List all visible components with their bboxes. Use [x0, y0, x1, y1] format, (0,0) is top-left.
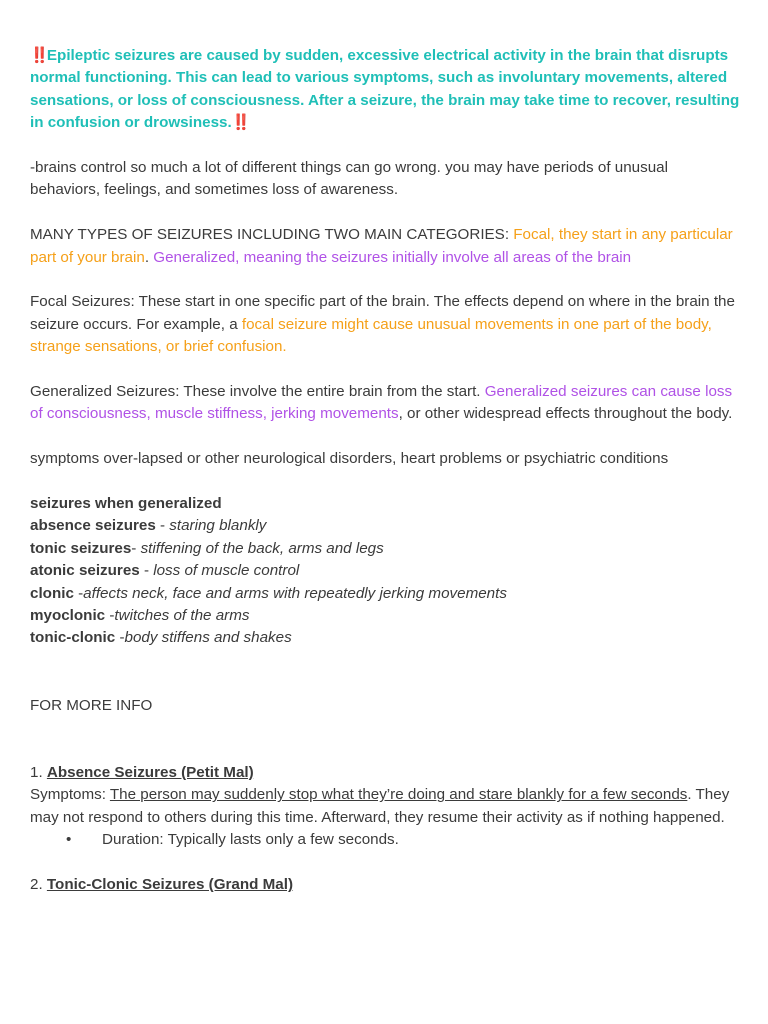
seizure-description: stiffening of the back, arms and legs	[140, 539, 384, 557]
item-number: 2.	[30, 875, 47, 893]
types-lead-text: MANY TYPES OF SEIZURES INCLUDING TWO MAIN CATEGORIES:	[30, 226, 514, 244]
generalized-lead-text: Generalized Seizures: These involve the entire brain from the start.	[30, 383, 485, 401]
symptoms-rest-text: . They may not respond to others during this time. Afterward, they resume their activity as if nothing happened.	[30, 786, 730, 826]
list-item	[30, 515, 742, 537]
generalized-highlight: Generalized, meaning the seizures initially involve all areas of the brain	[153, 248, 632, 266]
focal-seizures-paragraph	[30, 291, 742, 358]
seizure-description: body stiffens and shakes	[124, 629, 292, 647]
seizure-separator: -	[105, 607, 115, 625]
seizure-separator: -	[155, 517, 170, 535]
seizure-description: affects neck, face and arms with repeatedly jerking movements	[83, 584, 507, 602]
intro-text: Epileptic seizures are caused by sudden, excessive electrical activity in the brain that disrupts normal functioning. This can lead to various symptoms, such as involuntary movements, altered sensations, or loss of consciousness. After a seizure, the brain may take time to recover, resulting in confusion or drowsiness.	[30, 47, 740, 132]
seizure-description: loss of muscle control	[153, 562, 300, 580]
double-exclamation-icon: ‼️	[231, 114, 249, 132]
seizure-separator: -	[73, 584, 84, 602]
seizure-name: tonic-clonic	[30, 629, 116, 647]
intro-paragraph	[30, 45, 742, 135]
list-item	[30, 605, 742, 627]
seizure-separator: -	[139, 562, 154, 580]
item-1-symptoms	[30, 784, 742, 829]
list-heading: seizures when generalized	[30, 495, 222, 513]
generalized-tail-text: , or other widespread effects throughout the body.	[398, 405, 733, 423]
seizure-name: tonic seizures	[30, 539, 132, 557]
list-item	[30, 538, 742, 560]
double-exclamation-icon: ‼️	[30, 47, 47, 64]
seizure-name: myoclonic	[30, 607, 106, 625]
list-item	[30, 560, 742, 582]
symptoms-paragraph: symptoms over-lapsed or other neurological disorders, heart problems or psychiatric conditions	[30, 450, 669, 468]
seizure-types-paragraph	[30, 224, 742, 269]
brains-paragraph: -brains control so much a lot of different things can go wrong. you may have periods of unusual behaviors, feelings, and sometimes loss of awareness.	[30, 159, 668, 199]
numbered-item-2-title	[30, 874, 742, 896]
note-document	[30, 45, 742, 896]
focal-example-highlight: focal seizure might cause unusual movements in one part of the body, strange sensations, or brief confusion.	[30, 315, 712, 356]
bullet-icon: •	[66, 831, 72, 849]
item-number: 1.	[30, 763, 47, 781]
types-separator: .	[144, 248, 154, 266]
list-item	[30, 627, 742, 649]
list-item	[30, 583, 742, 605]
seizure-description: twitches of the arms	[114, 607, 250, 625]
generalized-effects-highlight: Generalized seizures can cause loss of consciousness, muscle stiffness, jerking movements	[30, 383, 733, 423]
more-info-heading: FOR MORE INFO	[30, 696, 153, 714]
focal-highlight: Focal, they start in any particular part of your brain	[30, 226, 733, 266]
generalized-seizures-paragraph	[30, 381, 742, 426]
seizure-name: clonic	[30, 584, 74, 602]
seizure-name: absence seizures	[30, 517, 156, 535]
numbered-item-1-title	[30, 762, 742, 784]
symptoms-label: Symptoms:	[30, 786, 110, 804]
absence-seizures-link[interactable]: Absence Seizures (Petit Mal)	[46, 763, 254, 781]
seizure-description: staring blankly	[169, 517, 267, 535]
tonic-clonic-seizures-link[interactable]: Tonic-Clonic Seizures (Grand Mal)	[46, 875, 294, 893]
seizure-name: atonic seizures	[30, 562, 140, 580]
seizure-separator: -	[115, 629, 125, 647]
duration-text: Duration: Typically lasts only a few seconds.	[102, 831, 399, 849]
seizure-separator: -	[131, 539, 141, 557]
focal-lead-text: Focal Seizures: These start in one specific part of the brain. The effects depend on where in the brain the seizure occurs. For example, a	[30, 293, 735, 333]
duration-bullet-item	[30, 829, 742, 851]
symptoms-underlined-text: The person may suddenly stop what they’re doing and stare blankly for a few seconds	[109, 786, 688, 804]
